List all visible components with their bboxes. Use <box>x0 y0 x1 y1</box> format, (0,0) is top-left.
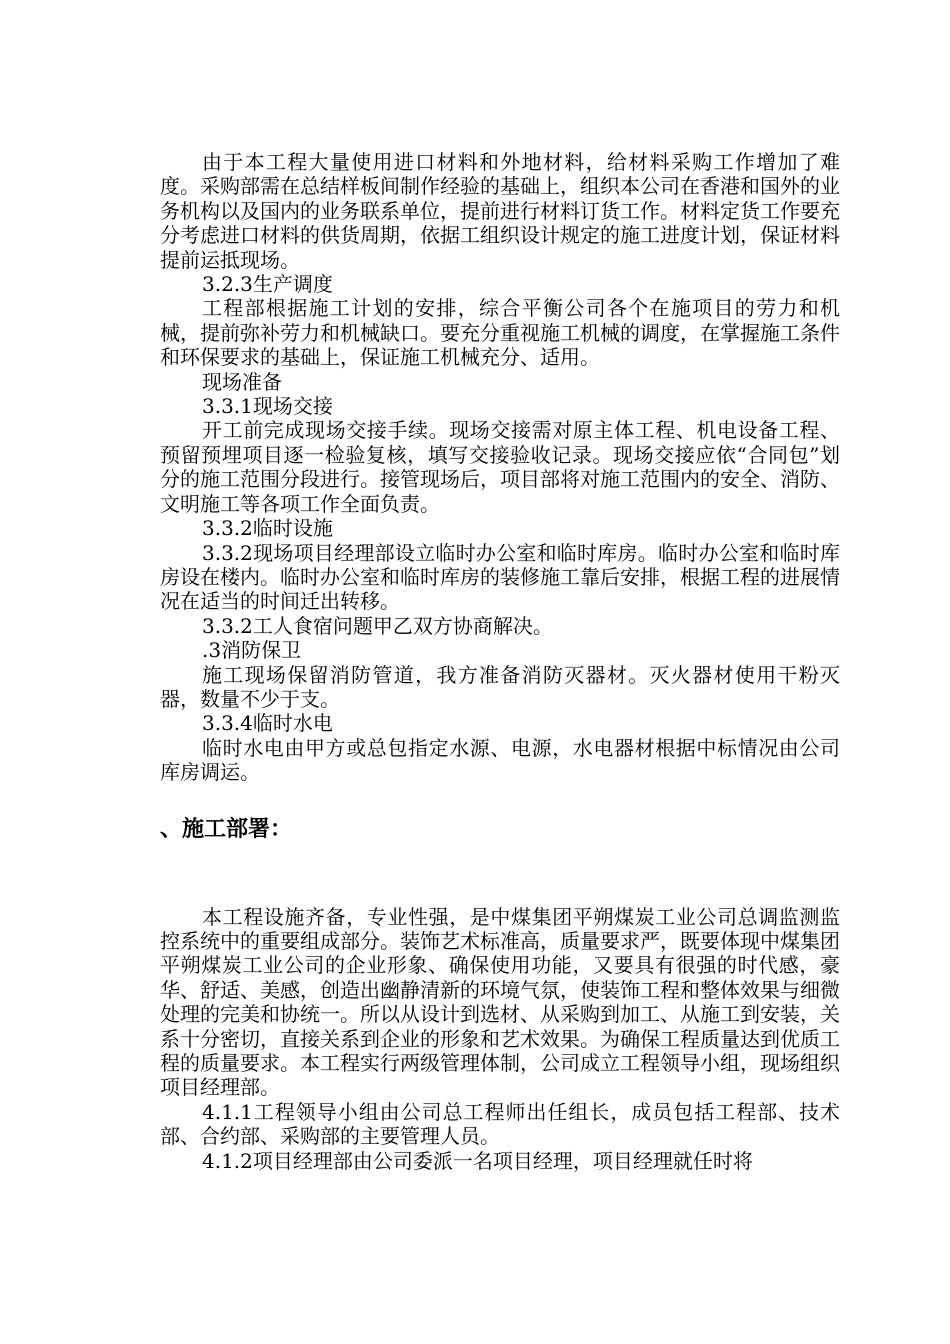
paragraph: 工程部根据施工计划的安排，综合平衡公司各个在施项目的劳力和机械，提前弥补劳力和机械缺口。要充分重视施工机械的调度，在掌握施工条件和环保要求的基础上，保证施工机械充分、适用。 <box>160 296 840 370</box>
document-page <box>160 150 840 1173</box>
paragraph: 由于本工程大量使用进口材料和外地材料，给材料采购工作增加了难度。采购部需在总结样板间制作经验的基础上，组织本公司在香港和国外的业务机构以及国内的业务联系单位，提前进行材料订货工作。材料定货工作要充分考虑进口材料的供货周期，依据工组织设计规定的施工进度计划，保证材料提前运抵现场。 <box>160 150 840 272</box>
subheading: 3.3.1现场交接 <box>202 394 333 419</box>
spacer <box>160 845 840 905</box>
subheading: 3.3.2临时设施 <box>202 516 333 541</box>
subheading: 3.3.4临时水电 <box>202 711 333 736</box>
section-heading: 、施工部署： <box>160 816 293 842</box>
subheading: .3消防保卫 <box>202 638 302 663</box>
paragraph: 开工前完成现场交接手续。现场交接需对原主体工程、机电设备工程、预留预埋项目逐一检验复核，填写交接验收记录。现场交接应依“合同包”划分的施工范围分段进行。接管现场后，项目部将对施工范围内的安全、消防、文明施工等各项工作全面负责。 <box>160 418 840 516</box>
paragraph: 施工现场保留消防管道，我方准备消防灭器材。灭火器材使用干粉灭器，数量不少于支。 <box>160 662 840 711</box>
paragraph: 3.3.2现场项目经理部设立临时办公室和临时库房。临时办公室和临时库房设在楼内。临时办公室和临时库房的装修施工靠后安排，根据工程的进展情况在适当的时间迁出转移。 <box>160 540 840 614</box>
subheading: 现场准备 <box>202 369 282 394</box>
subheading: 3.2.3生产调度 <box>202 272 333 297</box>
paragraph: 4.1.2项目经理部由公司委派一名项目经理，项目经理就任时将 <box>202 1148 753 1173</box>
paragraph: 本工程设施齐备，专业性强，是中煤集团平朔煤炭工业公司总调监测监控系统中的重要组成部分。装饰艺术标准高，质量要求严，既要体现中煤集团平朔煤炭工业公司的企业形象、确保使用功能，又要具有很强的时代感，豪华、舒适、美感，创造出幽静清新的环境气氛，使装饰工程和整体效果与细微处理的完美和协统一。所以从设计到选材、从采购到加工、从施工到安装，关系十分密切，直接关系到企业的形象和艺术效果。为确保工程质量达到优质工程的质量要求。本工程实行两级管理体制，公司成立工程领导小组，现场组织项目经理部。 <box>160 904 840 1100</box>
paragraph: 3.3.2工人食宿问题甲乙双方协商解决。 <box>202 613 553 638</box>
paragraph: 临时水电由甲方或总包指定水源、电源，水电器材根据中标情况由公司库房调运。 <box>160 735 840 785</box>
paragraph: 4.1.1工程领导小组由公司总工程师出任组长，成员包括工程部、技术部、合约部、采购部的主要管理人员。 <box>160 1099 840 1149</box>
